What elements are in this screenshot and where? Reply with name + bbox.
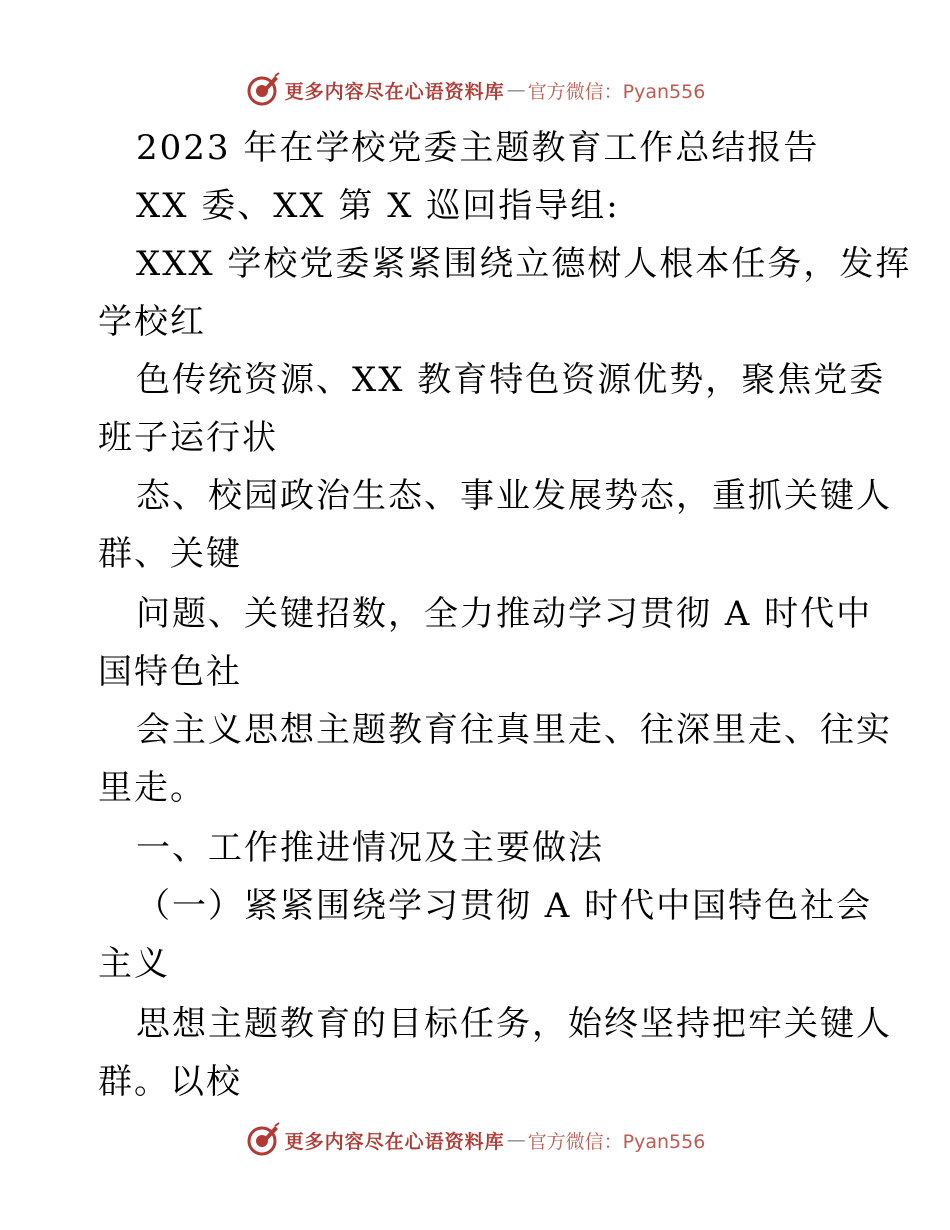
footer-wechat-text: 官方微信：Pyan556: [527, 1130, 706, 1153]
header-dash: —: [506, 79, 526, 101]
footer-dash: —: [506, 1129, 526, 1151]
body-line: 群。以校: [98, 1062, 242, 1102]
footer-brand-text: 更多内容尽在心语资料库: [284, 1130, 505, 1153]
body-line: 主义: [98, 944, 170, 984]
salutation-line: XX 委、XX 第 X 巡回指导组:: [136, 186, 620, 226]
document-title: 2023 年在学校党委主题教育工作总结报告: [136, 128, 820, 168]
header-wechat-text: 官方微信：Pyan556: [527, 80, 706, 103]
quill-pen-seal-icon: [245, 72, 281, 108]
body-line: 班子运行状: [98, 418, 278, 458]
body-line: 问题、关键招数，全力推动学习贯彻 A 时代中: [136, 594, 873, 634]
body-line: 里走。: [98, 768, 206, 808]
body-line: 思想主题教育的目标任务，始终坚持把牢关键人: [136, 1004, 892, 1044]
subsection-heading: （一）紧紧围绕学习贯彻 A 时代中国特色社会: [136, 886, 873, 926]
body-line: 群、关键: [98, 534, 242, 574]
body-line: 学校红: [98, 302, 206, 342]
body-line: 国特色社: [98, 652, 242, 692]
header-banner[interactable]: [0, 70, 950, 110]
body-line: 色传统资源、XX 教育特色资源优势，聚焦党委: [136, 360, 886, 400]
header-brand-text: 更多内容尽在心语资料库: [284, 80, 505, 103]
quill-pen-seal-icon: [245, 1122, 281, 1158]
body-line: XXX 学校党委紧紧围绕立德树人根本任务，发挥: [136, 244, 912, 284]
body-line: 态、校园政治生态、事业发展势态，重抓关键人: [136, 476, 892, 516]
footer-banner[interactable]: [0, 1120, 950, 1160]
body-line: 会主义思想主题教育往真里走、往深里走、往实: [136, 710, 892, 750]
section-heading: 一、工作推进情况及主要做法: [136, 828, 604, 868]
